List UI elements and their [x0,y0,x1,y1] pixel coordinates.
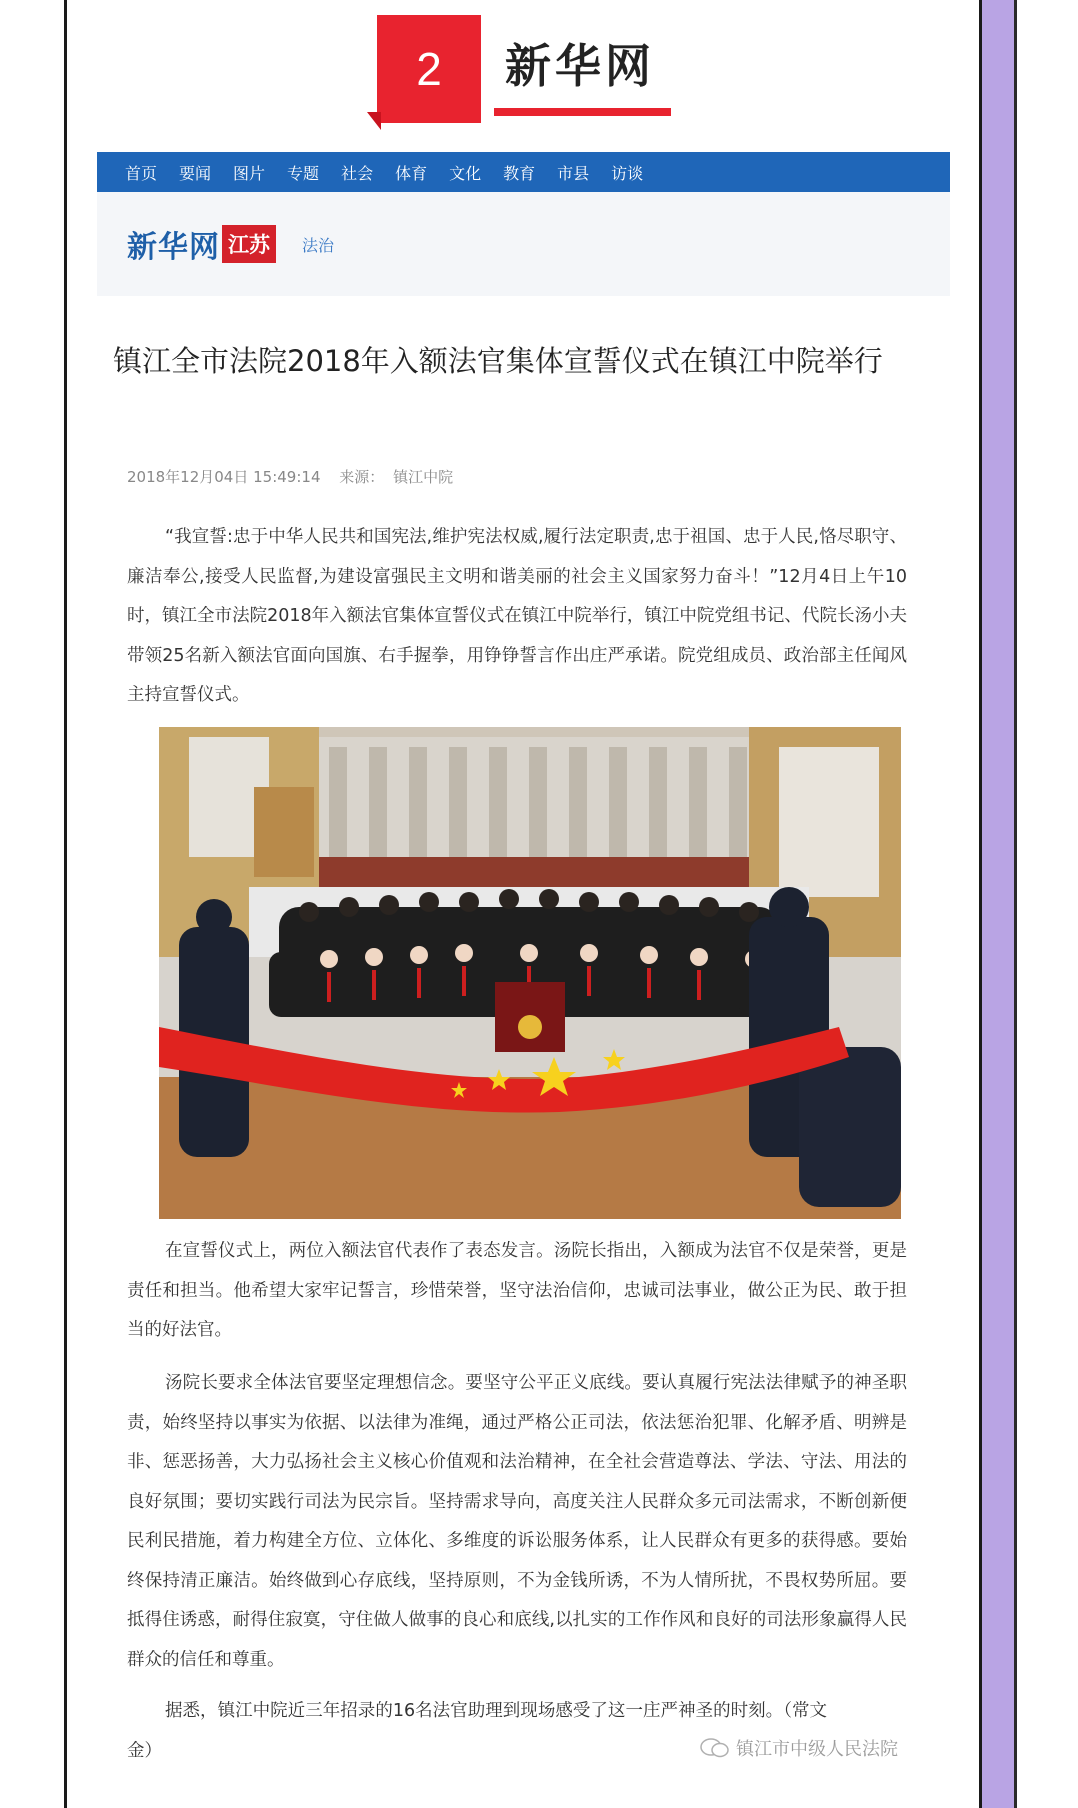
nav-item-news[interactable]: 要闻 [179,163,212,183]
badge-tail-shape [367,112,381,130]
nav-item-topics[interactable]: 专题 [287,163,320,183]
nav-item-education[interactable]: 教育 [503,163,536,183]
nav-item-interviews[interactable]: 访谈 [611,163,644,183]
nav-item-society[interactable]: 社会 [341,163,374,183]
article-paragraph: 据悉，镇江中院近三年招录的16名法官助理到现场感受了这一庄严神圣的时刻。（常文金） [127,1701,827,1761]
ceremony-photo-illustration [159,727,901,1219]
section-title: 新华网 [505,39,655,93]
nav-item-photos[interactable]: 图片 [233,163,266,183]
article-meta [127,466,467,487]
source-watermark [700,1735,898,1761]
article-source: 镇江中院 [393,468,454,486]
site-navbar [97,152,950,192]
article-datetime: 2018年12月04日 15:49:14 [127,468,321,486]
section-number: 2 [416,43,442,95]
nav-item-sports[interactable]: 体育 [395,163,428,183]
section-title-underline [494,108,671,116]
article-paragraph: “我宣誓:忠于中华人民共和国宪法,维护宪法权威,履行法定职责,忠于祖国、忠于人民,恪尽职守、廉洁奉公,接受人民监督,为建设富强民主文明和谐美丽的社会主义国家努力奋斗！”12月4日上午10时，镇江全市法院2018年入额法官集体宣誓仪式在镇江中院举行，镇江中院党组书记、代院长汤小夫带领25名新入额法官面向国旗、右手握拳，用铮铮誓言作出庄严承诺。院党组成员、政治部主任闻风主持宣誓仪式。 [127,527,907,705]
nav-item-home[interactable]: 首页 [125,163,158,183]
article-source-label: 来源： [339,468,385,486]
nav-item-cities[interactable]: 市县 [557,163,590,183]
watermark-text: 镇江市中级人民法院 [736,1739,898,1760]
site-brand-bar [97,192,950,296]
wechat-icon [700,1738,730,1758]
article-title: 镇江全市法院2018年入额法官集体宣誓仪式在镇江中院举行 [113,344,883,378]
site-logo[interactable]: 新华网 [127,230,220,265]
article-paragraph: 汤院长要求全体法官要坚定理想信念。要坚守公平正义底线。要认真履行宪法法律赋予的神圣职责，始终坚持以事实为依据、以法律为准绳，通过严格公正司法，依法惩治犯罪、化解矛盾、明辨是非、惩恶扬善，大力弘扬社会主义核心价值观和法治精神，在全社会营造尊法、学法、守法、用法的良好氛围；要切实践行司法为民宗旨。坚持需求导向，高度关注人民群众多元司法需求，不断创新便民利民措施，着力构建全方位、立体化、多维度的诉讼服务体系，让人民群众有更多的获得感。要始终保持清正廉洁。始终做到心存底线，坚持原则，不为金钱所诱，不为人情所扰，不畏权势所屈。要抵得住诱惑，耐得住寂寞，守住做人做事的良心和底线,以扎实的工作作风和良好的司法形象赢得人民群众的信任和尊重。 [127,1373,907,1670]
channel-link-law[interactable]: 法治 [302,235,335,255]
section-number-badge [377,15,481,123]
right-decorative-stripe [982,0,1016,1808]
left-frame-border [64,0,67,1808]
site-region-tag: 江苏 [222,225,276,263]
right-stripe-edge [1014,0,1017,1808]
article-paragraph: 在宣誓仪式上，两位入额法官代表作了表态发言。汤院长指出，入额成为法官不仅是荣誉，更是责任和担当。他希望大家牢记誓言，珍惜荣誉，坚守法治信仰，忠诚司法事业，做公正为民、敢于担当的好法官。 [127,1241,907,1340]
nav-item-culture[interactable]: 文化 [449,163,482,183]
ceremony-photo [159,727,901,1219]
news-site-screenshot [97,152,950,296]
